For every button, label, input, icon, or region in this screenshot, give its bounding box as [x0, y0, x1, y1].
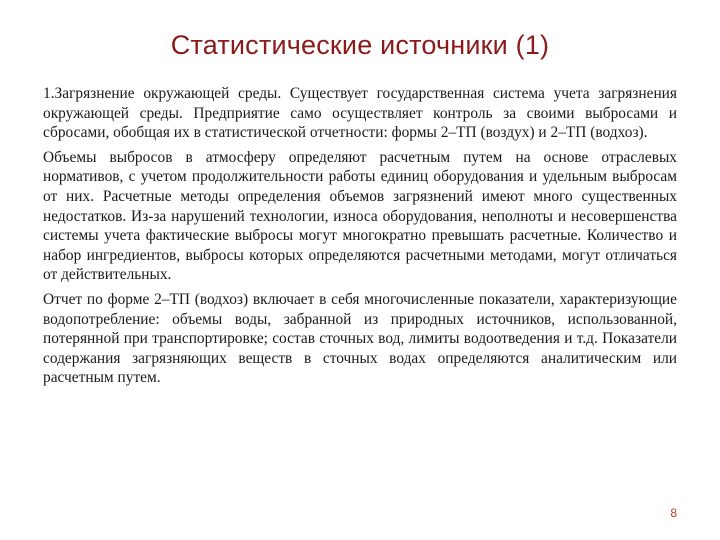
paragraph-water-report: Отчет по форме 2–ТП (водхоз) включает в себя многочисленные показатели, характеризующие водопотребление: объемы воды, забранной из природных источников, использованной, потерянной при транспортировке; состав сточных вод, лимиты водоотведения и т.д. Показатели содержания загрязняющих веществ в сточных водах определяются аналитическим или расчетным путем.	[43, 290, 677, 387]
slide-body	[43, 84, 677, 393]
slide-title: Статистические источники (1)	[170, 30, 550, 60]
page-number: 8	[670, 506, 677, 520]
paragraph-pollution-accounting: 1.Загрязнение окружающей среды. Существует государственная система учета загрязнения окружающей среды. Предприятие само осуществляет контроль за своими выбросами и сбросами, обобщая их в статистической отчетности: формы 2–ТП (воздух) и 2–ТП (водхоз).	[43, 85, 677, 142]
paragraph-emission-volumes: Объемы выбросов в атмосферу определяют расчетным путем на основе отраслевых нормативов, с учетом продолжительности работы единиц оборудования и удельным выбросам от них. Расчетные методы определения объемов загрязнений имеют много существенных недостатков. Из-за нарушений технологии, износа оборудования, неполноты и несовершенства системы учета фактические выбросы могут многократно превышать расчетные. Количество и набор ингредиентов, выбросы которых определяются расчетными методами, могут отличаться от действительных.	[43, 148, 677, 284]
